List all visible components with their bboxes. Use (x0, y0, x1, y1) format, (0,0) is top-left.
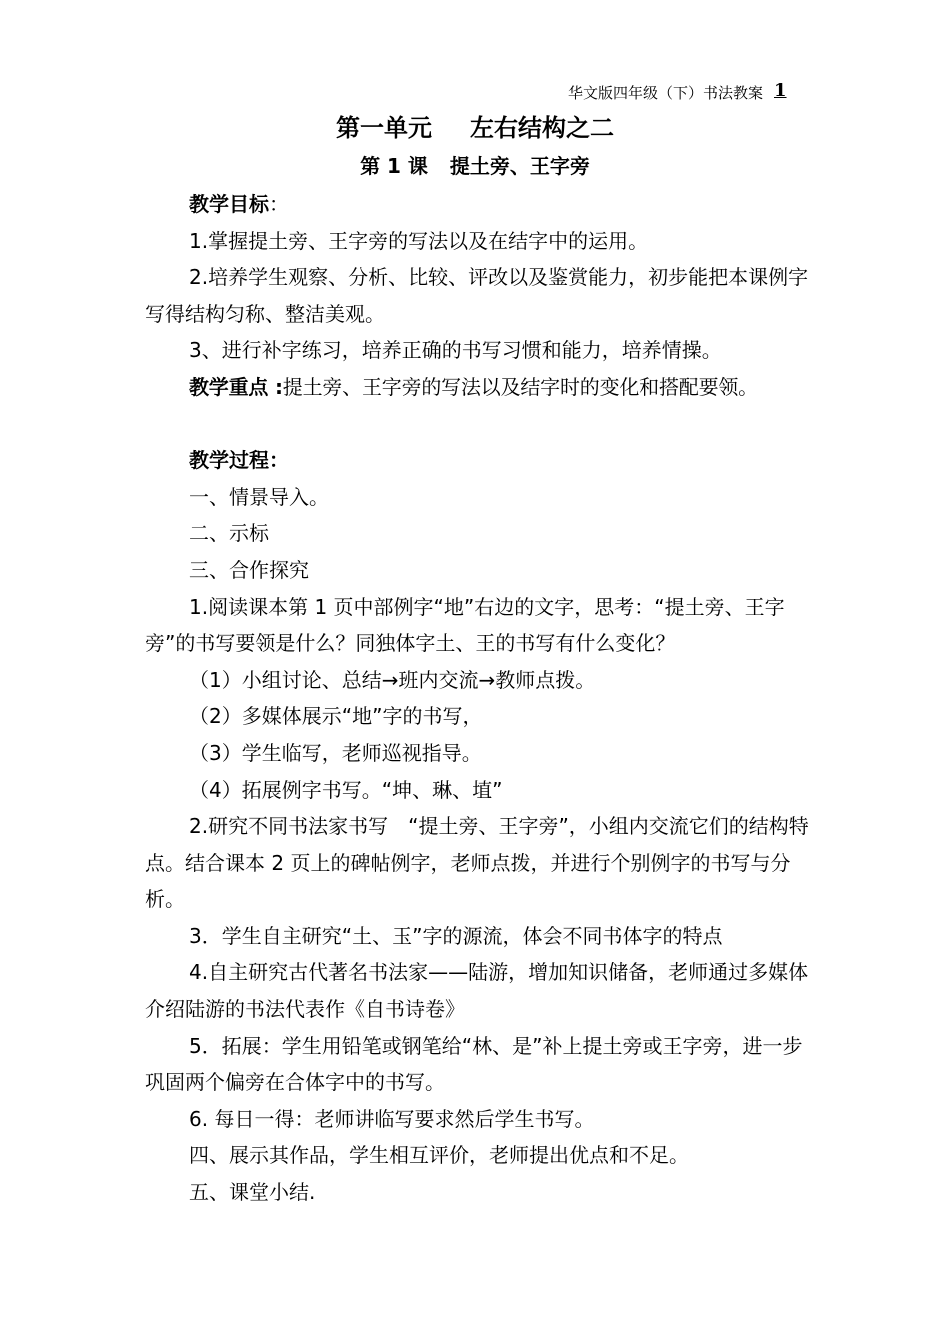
key-points-label: 教学重点 : (189, 374, 283, 399)
process-line: （1）小组讨论、总结→班内交流→教师点拨。 (189, 667, 596, 692)
objective-item: 1.掌握提土旁、王字旁的写法以及在结字中的运用。 (189, 228, 649, 253)
blank-line (145, 406, 815, 443)
lesson-title (0, 150, 950, 179)
objectives-heading (145, 186, 815, 223)
process-line: 一、情景导入。 (189, 484, 329, 509)
process-line: （2）多媒体展示“地”字的书写， (189, 704, 483, 729)
page-number: 1 (774, 80, 787, 101)
objective-item: 2.培养学生观察、分析、比较、评改以及鉴赏能力，初步能把本课例字写得结构匀称、整洁美观。 (145, 265, 809, 326)
process-line: 四、展示其作品，学生相互评价，老师提出优点和不足。 (189, 1143, 689, 1168)
unit-topic: 左右结构之二 (470, 114, 614, 142)
process-line: 3．学生自主研究“土、玉”字的源流，体会不同书体字的特点 (189, 923, 723, 948)
key-points (145, 369, 815, 406)
objective-item: 3、进行补字练习，培养正确的书写习惯和能力，培养情操。 (189, 338, 722, 363)
process-line: （3）学生临写，老师巡视指导。 (189, 740, 482, 765)
process-line: 三、合作探究 (189, 557, 309, 582)
unit-title (0, 108, 950, 143)
process-heading: 教学过程： (189, 448, 289, 473)
objectives-separator: ： (269, 192, 289, 216)
process-line: （4）拓展例字书写。“坤、琳、埴” (189, 777, 503, 802)
process-line: 5．拓展：学生用铅笔或钢笔给“林、是”补上提土旁或王字旁，进一步巩固两个偏旁在合体字中的书写。 (145, 1033, 803, 1095)
page-header (0, 80, 950, 104)
process-line: 1.阅读课本第 1 页中部例字“地”右边的文字，思考：“提土旁、王字旁”的书写要领是什么？同独体字土、王的书写有什么变化？ (145, 594, 785, 656)
process-line: 4.自主研究古代著名书法家——陆游，增加知识储备，老师通过多媒体介绍陆游的书法代表作《自书诗卷》 (145, 960, 809, 1022)
lesson-topic: 提土旁、王字旁 (449, 154, 590, 178)
process-line: 二、示标 (189, 521, 269, 546)
lesson-body (145, 186, 815, 1211)
process-line: 2.研究不同书法家书写 “提土旁、王字旁”，小组内交流它们的结构特点。结合课本 2 页上的碑帖例字，老师点拨，并进行个别例字的书写与分析。 (145, 814, 809, 912)
key-points-text: 提土旁、王字旁的写法以及结字时的变化和搭配要领。 (282, 374, 758, 399)
unit-label: 第一单元 (336, 114, 432, 142)
lesson-label: 第 1 课 (360, 154, 428, 178)
objectives-label: 教学目标 (189, 192, 269, 216)
process-line: 五、课堂小结. (189, 1180, 316, 1205)
process-line: 6. 每日一得：老师讲临写要求然后学生书写。 (189, 1106, 595, 1131)
header-text: 华文版四年级（下）书法教案 (568, 84, 764, 102)
